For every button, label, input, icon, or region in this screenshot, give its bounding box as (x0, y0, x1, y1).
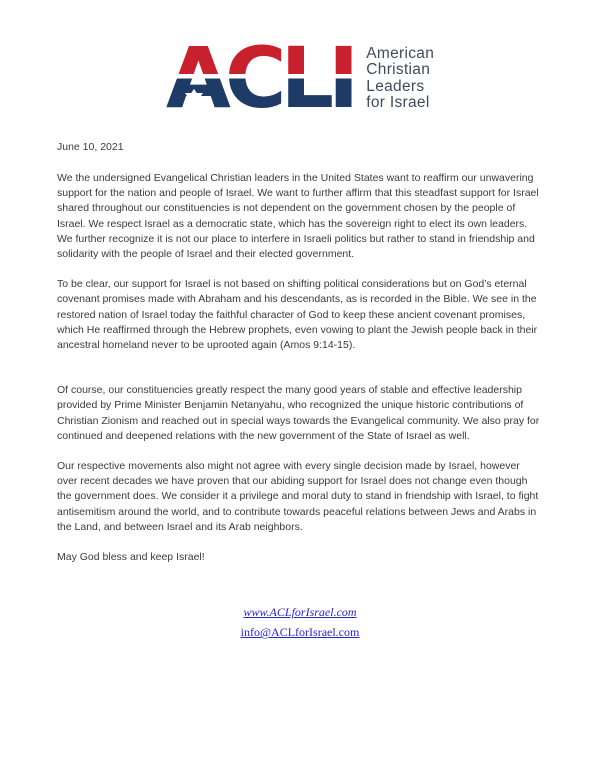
letter-paragraph: Of course, our constituencies greatly respect the many good years of stable and effective leadership provided by Prime Minister Benjamin Netanyahu, who recognized the unique historic contributions of Christian Zionism and reached out in special ways towards the Evangelical community. We also pray for continued and deepened relations with the new government of the State of Israel as well. (57, 384, 540, 442)
acli-wordmark-text: ACLI (165, 29, 354, 127)
logo-tagline-line: Leaders (366, 77, 425, 95)
star-of-david-icon (185, 89, 203, 106)
logo-tagline (366, 36, 434, 112)
letter-date: June 10, 2021 (57, 141, 124, 153)
letter-paragraph: To be clear, our support for Israel is not based on shifting political considerations but on God’s eternal covenant promises made with Abraham and his descendants, as is recorded in the Bible. We see in the restored nation of Israel today the faithful character of God to keep these ancient covenant promises, which He reaffirmed through the Hebrew prophets, even vowing to plant the Jewish people back in their ancestral homeland never to be uprooted again (Amos 9:14-15). (57, 278, 538, 352)
logo-tagline-line: American (366, 45, 435, 62)
letter-body (57, 140, 543, 642)
letter-closing: May God bless and keep Israel! (57, 551, 205, 564)
acli-wordmark (165, 29, 354, 127)
letter-paragraph: Our respective movements also might not agree with every single decision made by Israel, however over recent decades we have proven that our abiding support for Israel does not change even though the government does. We consider it a privilege and moral duty to stand in friendship with Israel, to fight antisemitism around the world, and to contribute towards peaceful relations between Jews and Arabs in the Land, and between Israel and its Arab neighbors. (57, 460, 539, 533)
letter-paragraph: We the undersigned Evangelical Christian leaders in the United States want to reaffirm our unwavering support for the nation and people of Israel. We want to further affirm that this steadfast support for Israel shared throughout our constituencies is not dependent on the government chosen by the people of Israel. We respect Israel as a democratic state, which has the sovereign right to elect its own leaders. We further recognize it is not our place to interfere in Israeli politics but rather to stand in friendship and solidarity with the people of Israel and their elected government. (57, 172, 539, 261)
logo-tagline-line: for Israel (366, 94, 430, 112)
star-triangle-down (185, 93, 203, 106)
website-link[interactable]: www.ACLforIsrael.com (243, 605, 357, 620)
logo-tagline-line: Christian (366, 61, 431, 79)
acli-logo (57, 29, 543, 127)
letter-footer (57, 602, 543, 642)
email-link[interactable]: info@ACLforIsrael.com (240, 625, 360, 640)
